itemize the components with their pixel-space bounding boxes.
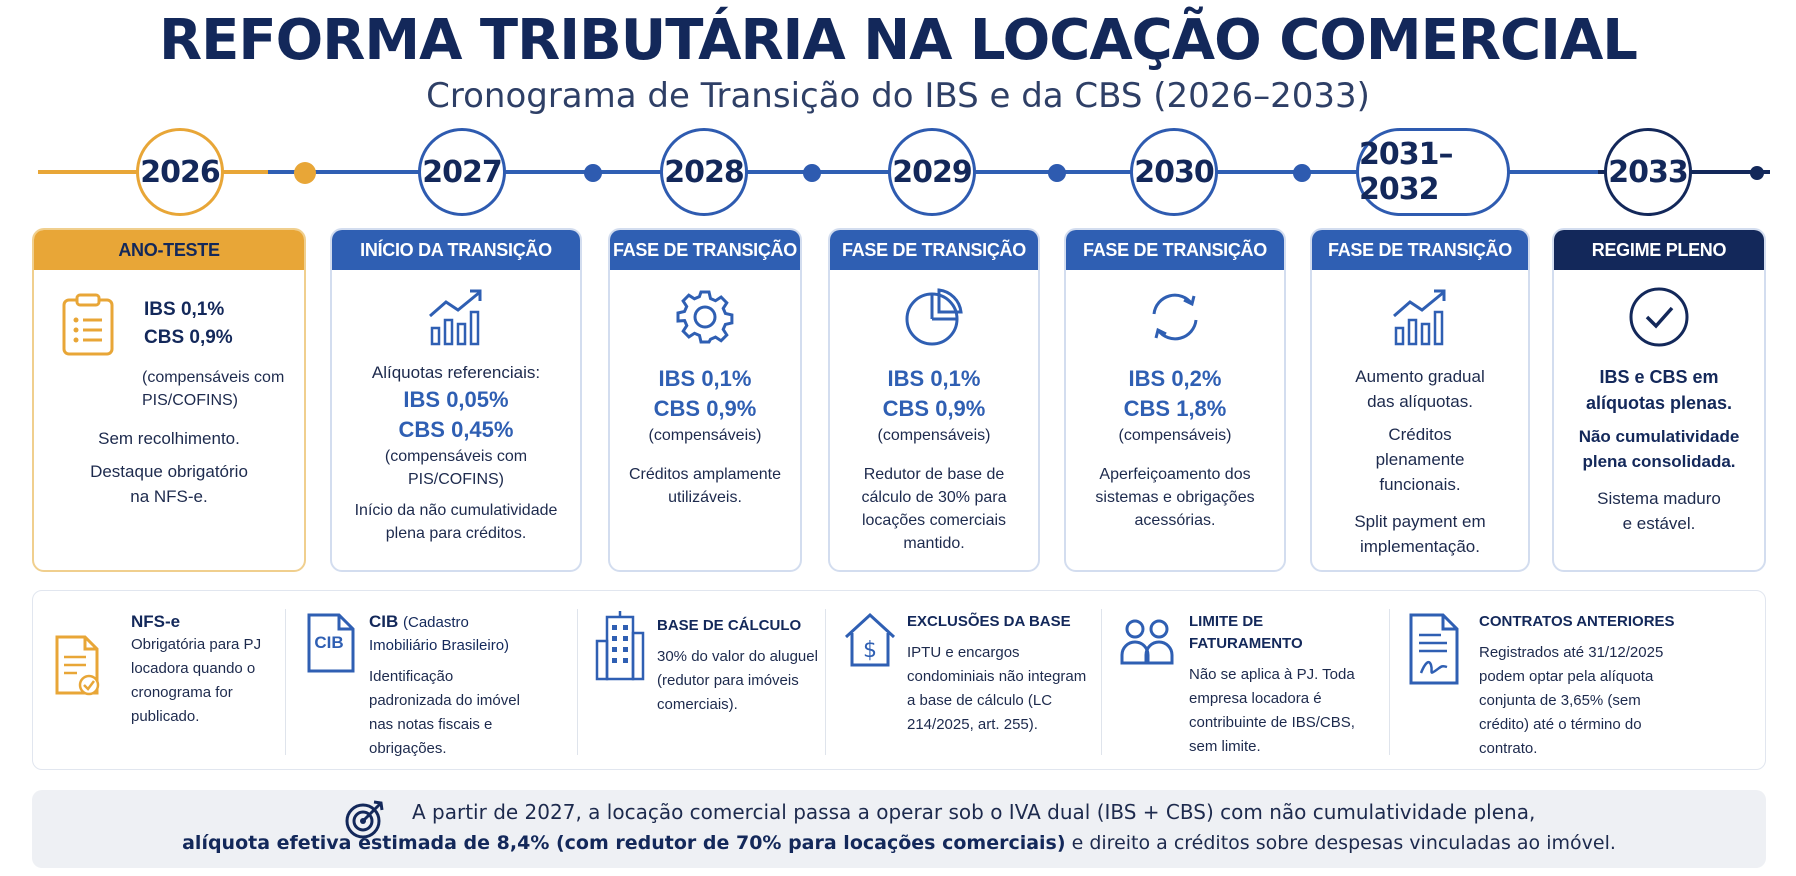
rate-cbs: CBS 0,9% [144,327,233,348]
info-nfse [53,611,283,751]
phase-line: Sem recolhimento. [98,429,240,448]
year-2031-2032: 2031–2032 [1356,128,1510,216]
building-icon [593,611,647,686]
page-title: REFORMA TRIBUTÁRIA NA LOCAÇÃO COMERCIAL [159,8,1637,73]
rate-ibs: IBS 0,1% [887,366,981,391]
phase-header: FASE DE TRANSIÇÃO [610,230,800,270]
document-icon [305,611,357,675]
info-cib [305,611,525,757]
timeline-dot [294,162,316,184]
info-limite-faturamento [1119,611,1369,755]
info-title: EXCLUSÕES DA BASE [907,613,1071,630]
svg-text:$: $ [863,638,877,663]
phase-intro: Alíquotas referenciais: [371,363,541,382]
info-contratos-anteriores [1407,611,1747,757]
timeline-dot [1048,164,1066,182]
divider [285,609,286,755]
timeline-dot [803,164,821,182]
phase-card-2028 [608,228,802,572]
info-strip [32,590,1766,770]
info-text: IPTU e encargos condominiais não integram a base de cálculo (LC 214/2025, art. 255). [907,644,1087,733]
phase-card-2031-2032 [1310,228,1530,572]
rate-note: (compensáveis) [1118,427,1232,444]
phase-line: Redutor de base de cálculo de 30% para locações comerciais mantido. [861,466,1007,552]
year-2028: 2028 [660,128,748,216]
phase-line: Destaque obrigatório na NFS-e. [90,462,248,506]
rate-note: (compensáveis com PIS/COFINS) [142,369,285,409]
rate-note: (compensáveis com PIS/COFINS) [384,448,528,488]
info-exclusoes [843,611,1087,751]
info-title: CONTRATOS ANTERIORES [1479,613,1675,630]
year-2026: 2026 [136,128,224,216]
info-text: Identificação padronizada do imóvel nas notas fiscais e obrigações. [369,668,520,757]
gear-icon [620,286,790,348]
year-2033: 2033 [1604,128,1692,216]
timeline-dot [1750,166,1764,180]
timeline-dot [584,164,602,182]
clipboard-icon [60,292,116,361]
phase-line: Aperfeiçoamento dos sistemas e obrigações acessórias. [1095,466,1255,529]
info-title [369,611,539,657]
info-text: 30% do valor do aluguel (redutor para imóveis comerciais). [657,648,818,713]
contract-icon [1407,611,1463,692]
phase-line: Sistema maduro e estável. [1597,489,1721,533]
timeline-dot [1293,164,1311,182]
phase-card-2029 [828,228,1040,572]
divider [577,609,578,755]
rate-cbs: CBS 0,9% [882,396,986,421]
rate-ibs: IBS 0,2% [1128,366,1222,391]
year-2030: 2030 [1130,128,1218,216]
note-line-2 [32,832,1766,854]
rate-cbs: CBS 1,8% [1123,396,1227,421]
phase-line: Créditos amplamente utilizáveis. [628,466,782,506]
document-check-icon [53,633,101,702]
year-2027: 2027 [418,128,506,216]
summary-note [32,790,1766,868]
divider [1389,609,1390,755]
phase-header: FASE DE TRANSIÇÃO [830,230,1038,270]
phase-bold-line: IBS e CBS em alíquotas plenas. [1585,367,1733,413]
info-title-extra: (Cadastro Imobiliário Brasileiro) [369,614,510,654]
chart-growth-icon [1322,286,1518,348]
info-text: Registrados até 31/12/2025 podem optar pela alíquota conjunta de 3,65% (sem crédito) até o término do contrato. [1479,644,1664,757]
refresh-icon [1076,286,1274,348]
info-title: BASE DE CÁLCULO [657,617,802,634]
info-text: Obrigatória para PJ locadora quando o cronograma for publicado. [131,636,262,725]
phase-line: Início da não cumulatividade plena para créditos. [354,502,558,542]
page-subtitle: Cronograma de Transição do IBS e da CBS (2026–2033) [426,76,1370,116]
phase-header: ANO-TESTE [34,230,304,270]
phase-card-2030 [1064,228,1286,572]
year-2029: 2029 [888,128,976,216]
info-title: NFS-e [131,612,181,631]
rate-ibs: IBS 0,1% [144,299,225,320]
rate-note: (compensáveis) [648,427,762,444]
phase-bold-line: Não cumulatividade plena consolidada. [1578,427,1740,471]
divider [825,609,826,755]
phase-card-2026 [32,228,306,572]
phase-header: REGIME PLENO [1554,230,1764,270]
phase-line: Aumento gradual das alíquotas. [1355,367,1485,411]
phase-header: INÍCIO DA TRANSIÇÃO [332,230,580,270]
note-line-2-rest: e direito a créditos sobre despesas vinculadas ao imóvel. [1065,832,1616,854]
rate-ibs: IBS 0,1% [658,366,752,391]
users-icon [1119,617,1175,674]
rate-cbs: CBS 0,45% [398,417,514,442]
rate-note: (compensáveis) [877,427,991,444]
rate-ibs: IBS 0,05% [403,387,509,412]
pie-chart-icon [840,286,1028,348]
rate-cbs: CBS 0,9% [653,396,757,421]
phase-card-2033 [1552,228,1766,572]
divider [1101,609,1102,755]
chart-growth-icon [342,286,570,348]
house-dollar-icon [843,611,897,674]
note-line-1: A partir de 2027, a locação comercial passa a operar sob o IVA dual (IBS + CBS) com não cumulatividade plena, [412,800,1536,824]
phase-line: Split payment em implementação. [1354,512,1486,556]
phase-header: FASE DE TRANSIÇÃO [1312,230,1528,270]
phase-card-2027 [330,228,582,572]
info-base-calculo [593,611,818,751]
cib-badge: CIB [314,633,344,652]
info-title-main: CIB [369,612,399,631]
phase-header: FASE DE TRANSIÇÃO [1066,230,1284,270]
check-circle-icon [1564,286,1754,348]
info-title: LIMITE DE FATURAMENTO [1189,613,1303,652]
info-text: Não se aplica à PJ. Toda empresa locadora é contribuinte de IBS/CBS, sem limite. [1189,666,1355,755]
note-highlight: alíquota efetiva estimada de 8,4% (com redutor de 70% para locações comerciais) [182,832,1066,854]
phase-line: Créditos plenamente funcionais. [1375,425,1465,494]
